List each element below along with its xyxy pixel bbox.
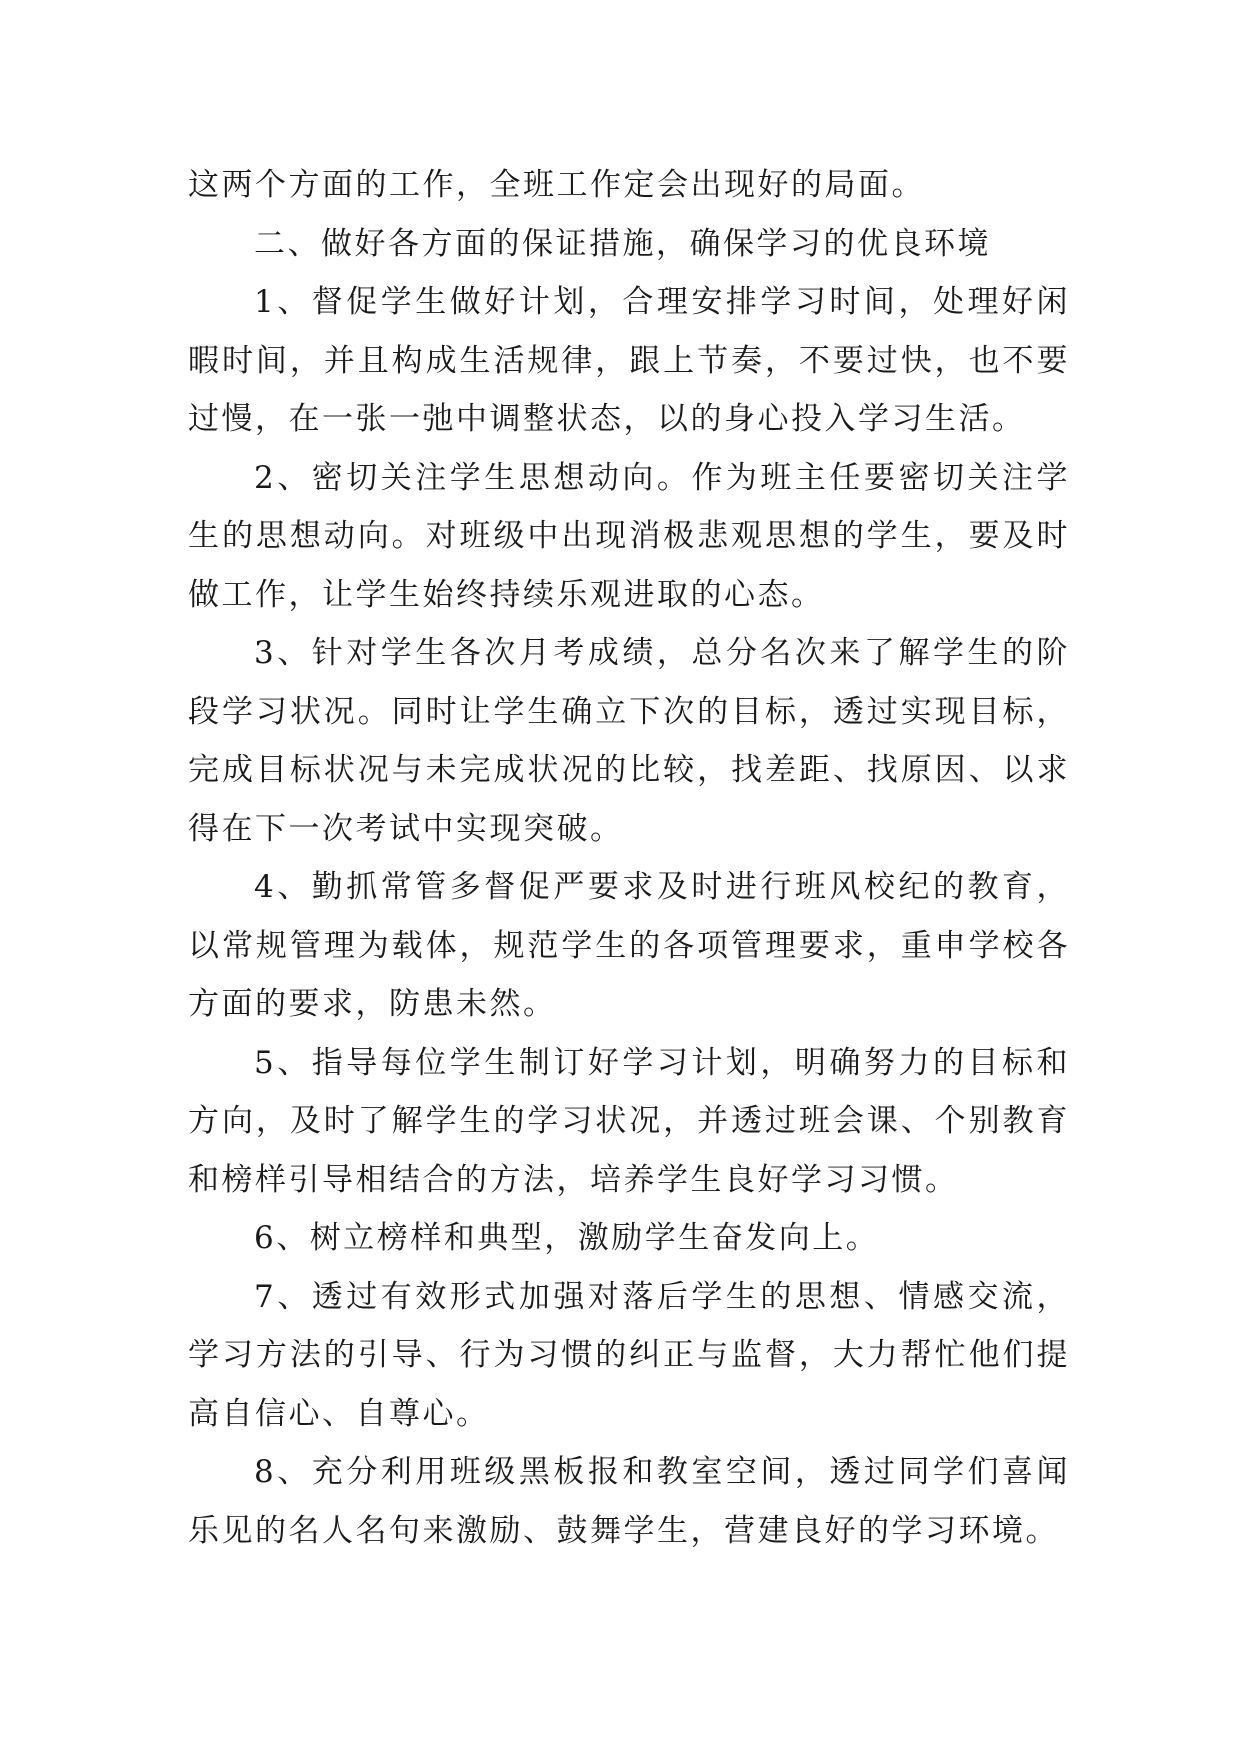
list-item-4: 4、勤抓常管多督促严要求及时进行班风校纪的教育，以常规管理为载体，规范学生的各项管理要求，重申学校各方面的要求，防患未然。 bbox=[188, 869, 1070, 1022]
list-item-8: 8、充分利用班级黑板报和教室空间，透过同学们喜闻乐见的名人名句来激励、鼓舞学生，营建良好的学习环境。 bbox=[188, 1454, 1070, 1549]
list-item-7: 7、透过有效形式加强对落后学生的思想、情感交流，学习方法的引导、行为习惯的纠正与监督，大力帮忙他们提高自信心、自尊心。 bbox=[188, 1278, 1070, 1432]
list-item-2: 2、密切关注学生思想动向。作为班主任要密切关注学生的思想动向。对班级中出现消极悲观思想的学生，要及时做工作，让学生始终持续乐观进取的心态。 bbox=[188, 459, 1070, 613]
paragraph-continuation: 这两个方面的工作，全班工作定会出现好的局面。 bbox=[188, 167, 925, 203]
list-item-1: 1、督促学生做好计划，合理安排学习时间，处理好闲暇时间，并且构成生活规律，跟上节奏，不要过快，也不要过慢，在一张一弛中调整状态，以的身心投入学习生活。 bbox=[188, 284, 1070, 437]
list-item-3: 3、针对学生各次月考成绩，总分名次来了解学生的阶段学习状况。同时让学生确立下次的目标，透过实现目标，完成目标状况与未完成状况的比较，找差距、找原因、以求得在下一次考试中实现突破。 bbox=[188, 635, 1070, 847]
section-heading-2: 二、做好各方面的保证措施，确保学习的优良环境 bbox=[254, 225, 991, 262]
list-item-5: 5、指导每位学生制订好学习计划，明确努力的目标和方向，及时了解学生的学习状况，并透过班会课、个别教育和榜样引导相结合的方法，培养学生良好学习习惯。 bbox=[188, 1044, 1070, 1198]
document-body bbox=[188, 156, 1070, 1560]
list-item-6: 6、树立榜样和典型，激励学生奋发向上。 bbox=[254, 1220, 880, 1256]
